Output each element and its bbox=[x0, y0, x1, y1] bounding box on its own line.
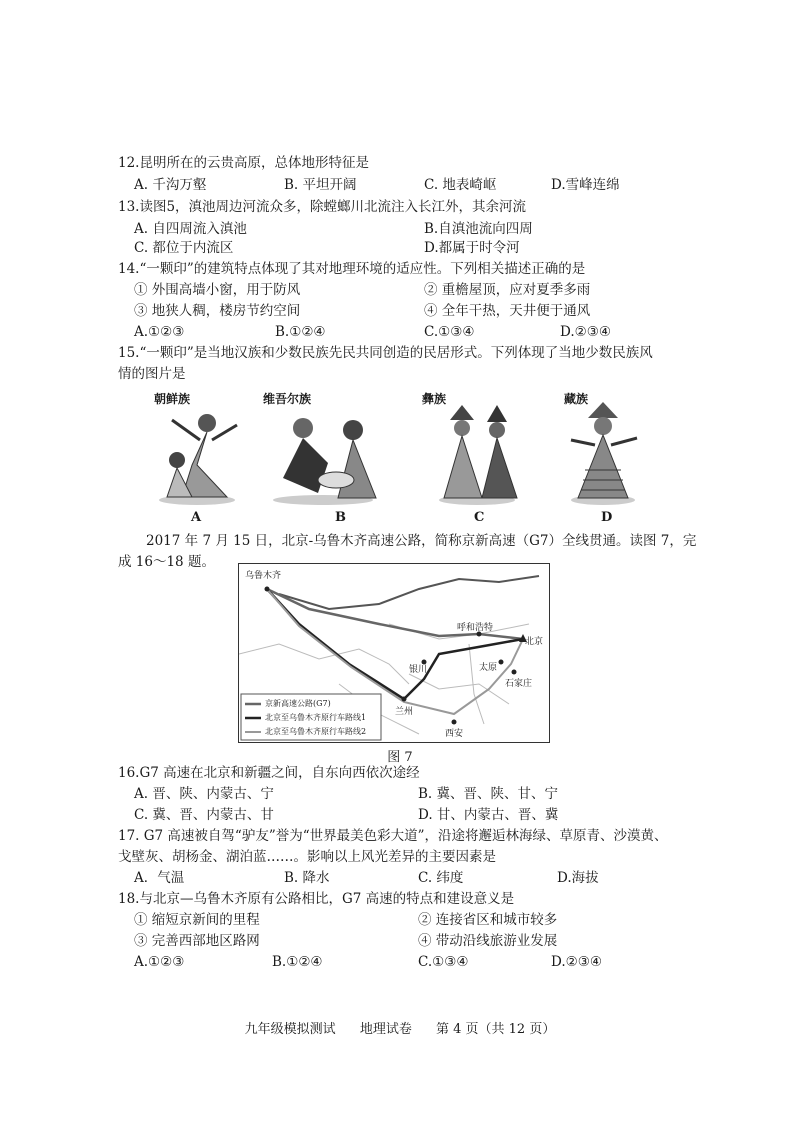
q14-option-a: A.①②③ bbox=[134, 324, 185, 340]
footer-exam: 九年级模拟测试 bbox=[244, 1022, 336, 1037]
city-yinchuan: 银川 bbox=[409, 665, 428, 675]
q12-option-a: A. 千沟万壑 bbox=[134, 177, 207, 193]
q14-stem: 14.“一颗印”的建筑特点体现了其对地理环境的适应性。下列相关描述正确的是 bbox=[118, 261, 586, 277]
footer-subject: 地理试卷 bbox=[359, 1022, 412, 1037]
city-urumqi: 乌鲁木齐 bbox=[245, 571, 282, 581]
q16-stem: 16.G7 高速在北京和新疆之间，自东向西依次途经 bbox=[118, 765, 420, 781]
intro-line1: 2017 年 7 月 15 日，北京-乌鲁木齐高速公路，简称京新高速（G7）全线贯通。读图 7，完 bbox=[146, 533, 697, 549]
legend-route-2: 北京至乌鲁木齐原行车路线2 bbox=[265, 727, 367, 736]
picture-d-label: 藏族 bbox=[564, 392, 589, 406]
q13-option-d: D.都属于时令河 bbox=[424, 240, 520, 256]
picture-a-label: 朝鲜族 bbox=[154, 392, 191, 406]
q17-option-c: C. 纬度 bbox=[418, 870, 464, 886]
q15-stem-line1: 15.“一颗印”是当地汉族和少数民族先民共同创造的民居形式。下列体现了当地少数民族风 bbox=[118, 345, 653, 361]
q14-statement-4: ④ 全年干热，天井便于通风 bbox=[424, 303, 591, 319]
q18-stem: 18.与北京—乌鲁木齐原有公路相比，G7 高速的特点和建设意义是 bbox=[118, 891, 515, 907]
g7-route-map bbox=[238, 563, 550, 743]
q18-statement-4: ④ 带动沿线旅游业发展 bbox=[418, 933, 558, 949]
map-caption: 图 7 bbox=[387, 750, 413, 765]
q14-option-c: C.①③④ bbox=[424, 324, 475, 340]
q17-option-a: A．气温 bbox=[134, 870, 185, 886]
picture-d-letter: D bbox=[601, 510, 613, 525]
city-xian: 西安 bbox=[445, 729, 464, 739]
q17-stem-line2: 戈壁灰、胡杨金、湖泊蓝……。影响以上风光差异的主要因素是 bbox=[118, 849, 496, 865]
q13-option-a: A. 自四周流入滇池 bbox=[134, 221, 247, 237]
q14-option-b: B.①②④ bbox=[275, 324, 326, 340]
q13-option-c: C. 都位于内流区 bbox=[134, 240, 234, 256]
page-footer bbox=[0, 1018, 800, 1037]
picture-c-label: 彝族 bbox=[422, 392, 447, 406]
uyghur-couple-illustration bbox=[268, 408, 378, 506]
q16-option-d: D. 甘、内蒙古、晋、冀 bbox=[418, 807, 559, 823]
q14-statement-2: ② 重檐屋顶，应对夏季多雨 bbox=[424, 282, 591, 298]
city-lanzhou: 兰州 bbox=[395, 707, 414, 717]
q14-option-d: D.②③④ bbox=[560, 324, 611, 340]
q17-option-b: B. 降水 bbox=[284, 870, 330, 886]
q12-stem: 12.昆明所在的云贵高原，总体地形特征是 bbox=[118, 155, 369, 171]
picture-c-letter: C bbox=[474, 510, 485, 525]
picture-b-label: 维吾尔族 bbox=[263, 392, 312, 406]
q12-option-c: C. 地表崎岖 bbox=[424, 177, 497, 193]
q13-stem: 13.读图5，滇池周边河流众多，除螳螂川北流注入长江外，其余河流 bbox=[118, 199, 527, 215]
q17-stem-line1: 17. G7 高速被自驾“驴友”誉为“世界最美色彩大道”，沿途将邂逅林海绿、草原青、沙漠黄、 bbox=[118, 828, 668, 844]
q18-option-b: B.①②④ bbox=[272, 954, 323, 970]
q18-option-d: D.②③④ bbox=[551, 954, 602, 970]
yi-dancers-illustration bbox=[432, 400, 522, 506]
q18-statement-3: ③ 完善西部地区路网 bbox=[134, 933, 260, 949]
q13-option-b: B.自滇池流向四周 bbox=[424, 221, 533, 237]
q16-option-c: C. 冀、晋、内蒙古、甘 bbox=[134, 807, 274, 823]
q16-option-a: A. 晋、陕、内蒙古、宁 bbox=[134, 786, 274, 802]
q15-stem-line2: 情的图片是 bbox=[118, 366, 186, 382]
city-hohhot: 呼和浩特 bbox=[457, 623, 494, 633]
q18-option-c: C.①③④ bbox=[418, 954, 469, 970]
q18-statement-1: ① 缩短京新间的里程 bbox=[134, 912, 260, 928]
tibetan-dancer-illustration bbox=[563, 400, 643, 506]
picture-a-letter: A bbox=[191, 510, 202, 525]
q16-option-b: B. 冀、晋、陕、甘、宁 bbox=[418, 786, 559, 802]
q14-statement-1: ① 外围高墙小窗，用于防风 bbox=[134, 282, 301, 298]
footer-page-number: 第 4 页（共 12 页） bbox=[435, 1022, 556, 1037]
city-beijing: 北京 bbox=[525, 637, 544, 647]
q18-statement-2: ② 连接省区和城市较多 bbox=[418, 912, 558, 928]
picture-b-letter: B bbox=[335, 510, 346, 525]
legend-route-1: 北京至乌鲁木齐原行车路线1 bbox=[265, 713, 367, 722]
intro-line2: 成 16～18 题。 bbox=[118, 554, 215, 570]
city-shijiazhuang: 石家庄 bbox=[505, 679, 533, 689]
q12-option-d: D.雪峰连绵 bbox=[551, 177, 620, 193]
korean-dancers-illustration bbox=[152, 405, 242, 505]
q12-option-b: B. 平坦开阔 bbox=[284, 177, 357, 193]
city-taiyuan: 太原 bbox=[479, 663, 498, 673]
legend-g7: 京新高速公路(G7) bbox=[265, 699, 331, 708]
q18-option-a: A.①②③ bbox=[134, 954, 185, 970]
q14-statement-3: ③ 地狭人稠，楼房节约空间 bbox=[134, 303, 301, 319]
q17-option-d: D.海拔 bbox=[557, 870, 599, 886]
